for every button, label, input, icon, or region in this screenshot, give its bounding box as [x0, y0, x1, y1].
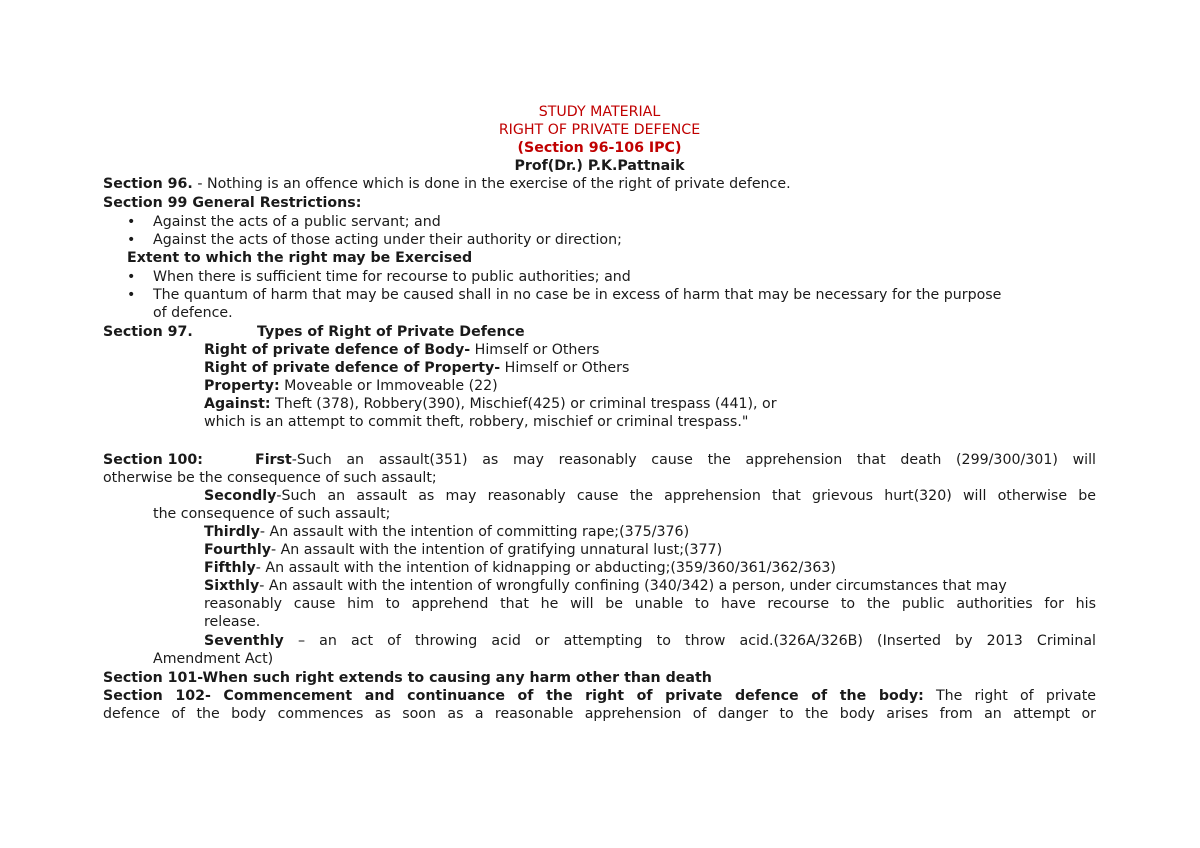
- s100-fourth-label: Fourthly: [204, 542, 271, 558]
- section-96: [103, 175, 791, 193]
- section-102: [103, 687, 1096, 705]
- s100-sixth: [204, 577, 1007, 595]
- list-item: [103, 231, 1096, 249]
- list-item-text: When there is sufficient time for recourse to public authorities; and: [153, 269, 631, 285]
- doc-subtitle: RIGHT OF PRIVATE DEFENCE: [498, 122, 701, 138]
- s100-sixth-label: Sixthly: [204, 578, 260, 594]
- s97-against: [204, 395, 777, 413]
- s100-third-label: Thirdly: [204, 524, 260, 540]
- s100-fifth-label: Fifthly: [204, 560, 256, 576]
- section-100-head: Section 100:: [103, 452, 203, 468]
- doc-title: STUDY MATERIAL: [538, 104, 661, 120]
- s100-first-label: First: [255, 452, 292, 468]
- s97-body-text: Himself or Others: [470, 342, 600, 358]
- s100-second-text: -Such an assault as may reasonably cause the apprehension that grievous hurt(320) will otherwise be: [276, 488, 1096, 504]
- s100-first-text: -Such an assault(351) as may reasonably cause the apprehension that death (299/300/301) will: [291, 452, 1096, 468]
- bullet-icon: •: [127, 287, 136, 303]
- s100-fourth-text: - An assault with the intention of gratifying unnatural lust;(377): [270, 542, 723, 558]
- s97-against-text: Theft (378), Robbery(390), Mischief(425) or criminal trespass (441), or: [270, 396, 777, 412]
- extent-head: Extent to which the right may be Exercised: [127, 250, 473, 266]
- s97-prop-text: Moveable or Immoveable (22): [279, 378, 498, 394]
- s100-sixth-cont: reasonably cause him to apprehend that he will be unable to have recourse to the public authorities for his: [204, 596, 1096, 612]
- s100-third-text: - An assault with the intention of committing rape;(375/376): [259, 524, 690, 540]
- s97-body-label: Right of private defence of Body-: [204, 342, 471, 358]
- doc-author: Prof(Dr.) P.K.Pattnaik: [514, 158, 685, 174]
- section-96-text: - Nothing is an offence which is done in the exercise of the right of private defence.: [192, 176, 791, 192]
- bullet-icon: •: [127, 232, 136, 248]
- s100-fourth: [204, 541, 722, 559]
- s100-seventh-text: – an act of throwing acid or attempting to throw acid.(326A/326B) (Inserted by 2013 Criminal: [283, 633, 1096, 649]
- section-99-head: Section 99 General Restrictions:: [103, 195, 362, 211]
- s97-against-label: Against:: [204, 396, 271, 412]
- s100-seventh-label: Seventhly: [204, 633, 284, 649]
- s97-prop-label: Property:: [204, 378, 280, 394]
- s97-property-text: Himself or Others: [500, 360, 630, 376]
- s97-body: [204, 341, 599, 359]
- list-item: [103, 213, 1096, 231]
- section-101-head: Section 101-When such right extends to causing any harm other than death: [103, 670, 712, 686]
- s97-property-right: [204, 359, 629, 377]
- s100-first: [255, 451, 1096, 469]
- s100-sixth-text: - An assault with the intention of wrongfully confining (340/342) a person, under circumstances that may: [259, 578, 1007, 594]
- list-item-continuation: of defence.: [153, 305, 233, 321]
- s100-seventh: [204, 632, 1096, 650]
- s97-property: [204, 377, 498, 395]
- s100-first-cont: otherwise be the consequence of such assault;: [103, 470, 437, 486]
- s100-fifth: [204, 559, 836, 577]
- section-97-title: Types of Right of Private Defence: [257, 324, 525, 340]
- s100-seventh-cont: Amendment Act): [153, 651, 274, 667]
- section-102-cont: defence of the body commences as soon as a reasonable apprehension of danger to the body arises from an attempt or: [103, 706, 1096, 722]
- s100-third: [204, 523, 689, 541]
- section-102-head: Section 102- Commencement and continuance of the right of private defence of the body:: [103, 688, 924, 704]
- s97-against-cont: which is an attempt to commit theft, robbery, mischief or criminal trespass.": [204, 414, 749, 430]
- doc-section-range: (Section 96-106 IPC): [517, 140, 682, 156]
- bullet-icon: •: [127, 269, 136, 285]
- list-item-text: Against the acts of a public servant; and: [153, 214, 441, 230]
- s100-sixth-cont2: release.: [204, 614, 261, 630]
- s100-second-cont: the consequence of such assault;: [153, 506, 391, 522]
- bullet-icon: •: [127, 214, 136, 230]
- list-item-text: Against the acts of those acting under their authority or direction;: [153, 232, 622, 248]
- list-item-text: The quantum of harm that may be caused shall in no case be in excess of harm that may be necessary for the purpose: [153, 287, 1002, 303]
- list-item: [103, 268, 1096, 286]
- section-97-head: Section 97.: [103, 324, 193, 340]
- s100-fifth-text: - An assault with the intention of kidnapping or abducting;(359/360/361/362/363): [255, 560, 836, 576]
- section-96-head: Section 96.: [103, 176, 193, 192]
- list-item: [103, 286, 1096, 304]
- section-102-text: The right of private: [923, 688, 1096, 704]
- s100-second-label: Secondly: [204, 488, 277, 504]
- s97-property-label: Right of private defence of Property-: [204, 360, 501, 376]
- s100-second: [204, 487, 1096, 505]
